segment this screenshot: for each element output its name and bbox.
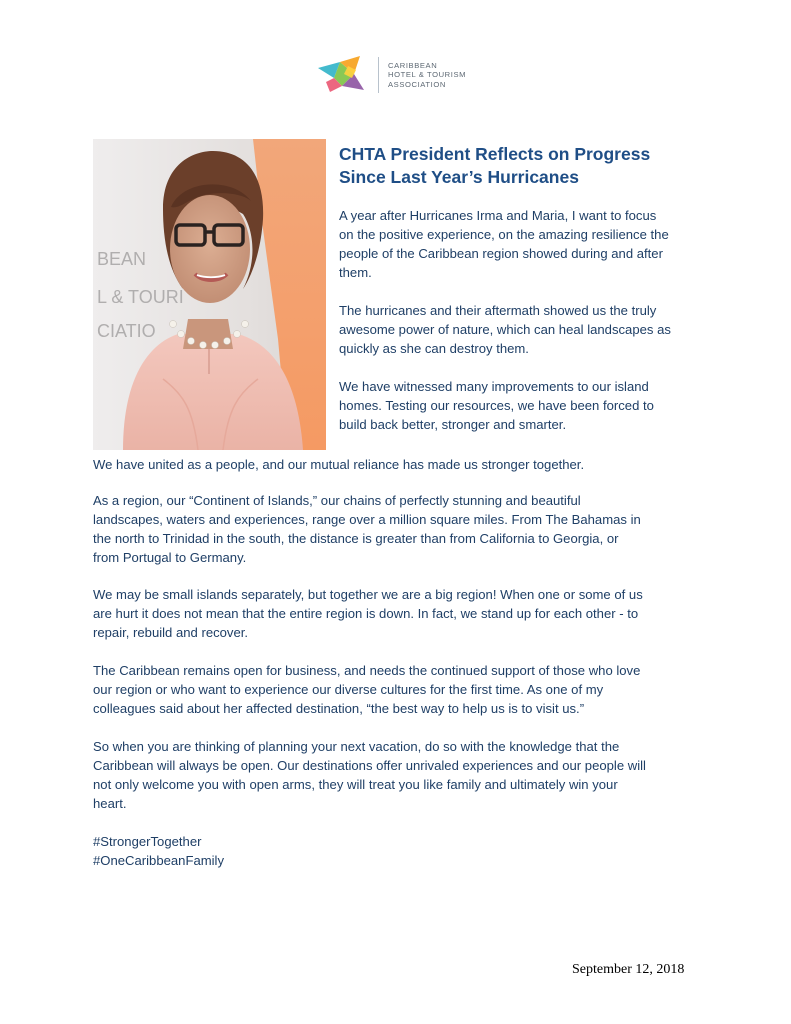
text-line: repair, rebuild and recover.: [93, 625, 249, 640]
organization-name: CARIBBEAN HOTEL & TOURISM ASSOCIATION: [388, 60, 467, 89]
paragraph-3: [339, 377, 654, 434]
text-line: our region or who want to experience our diverse cultures for the first time. As one of my: [93, 682, 604, 697]
text-line: not only welcome you with open arms, they will treat you like family and ultimately win your: [93, 777, 618, 792]
text-line: The hurricanes and their aftermath showed us the truly: [339, 303, 657, 318]
text-line: awesome power of nature, which can heal landscapes as: [339, 322, 671, 337]
text-line: the north to Trinidad in the south, the distance is greater than from California to Georgia, or: [93, 531, 619, 546]
text-line: on the positive experience, on the amazing resilience the: [339, 227, 669, 242]
text-line: homes. Testing our resources, we have been forced to: [339, 398, 654, 413]
text-line: As a region, our “Continent of Islands,” our chains of perfectly stunning and beautiful: [93, 493, 581, 508]
text-line: landscapes, waters and experiences, range over a million square miles. From The Bahamas in: [93, 512, 641, 527]
banner-text-2: L & TOURI: [97, 287, 184, 307]
text-line: them.: [339, 265, 372, 280]
title-line: Since Last Year’s Hurricanes: [339, 167, 579, 187]
text-line: We have united as a people, and our mutual reliance has made us stronger together.: [93, 457, 585, 472]
paragraph-4: [93, 455, 584, 474]
banner-text-3: CIATIO: [97, 321, 156, 341]
text-line: We may be small islands separately, but together we are a big region! When one or some of us: [93, 587, 643, 602]
hashtag: #StrongerTogether: [93, 834, 202, 849]
paragraph-2: [339, 301, 671, 358]
text-line: heart.: [93, 796, 127, 811]
paragraph-8: [93, 737, 646, 813]
header: [312, 50, 522, 100]
paragraph-5: [93, 491, 641, 567]
president-photo: [93, 139, 326, 450]
text-line: colleagues said about her affected destination, “the best way to help us is to visit us.”: [93, 701, 585, 716]
text-line: We have witnessed many improvements to our island: [339, 379, 649, 394]
logo-divider: [378, 57, 379, 93]
text-line: So when you are thinking of planning your next vacation, do so with the knowledge that the: [93, 739, 620, 754]
document-date: September 12, 2018: [572, 962, 685, 977]
title-line: CHTA President Reflects on Progress: [339, 144, 651, 164]
chta-logo-icon: [312, 52, 372, 98]
text-line: The Caribbean remains open for business, and needs the continued support of those who love: [93, 663, 641, 678]
paragraph-1: [339, 206, 669, 282]
text-line: build back better, stronger and smarter.: [339, 417, 567, 432]
hashtag: #OneCaribbeanFamily: [93, 853, 225, 868]
text-line: are hurt it does not mean that the entire region is down. In fact, we stand up for each other - to: [93, 606, 639, 621]
hashtags: [93, 832, 224, 870]
article-title: [339, 143, 719, 189]
text-line: A year after Hurricanes Irma and Maria, I want to focus: [339, 208, 657, 223]
paragraph-7: [93, 661, 640, 718]
paragraph-6: [93, 585, 643, 642]
text-line: people of the Caribbean region showed during and after: [339, 246, 663, 261]
banner-text-1: BEAN: [97, 249, 147, 269]
text-line: quickly as she can destroy them.: [339, 341, 529, 356]
text-line: Caribbean will always be open. Our destinations offer unrivaled experiences and our people will: [93, 758, 646, 773]
text-line: from Portugal to Germany.: [93, 550, 247, 565]
